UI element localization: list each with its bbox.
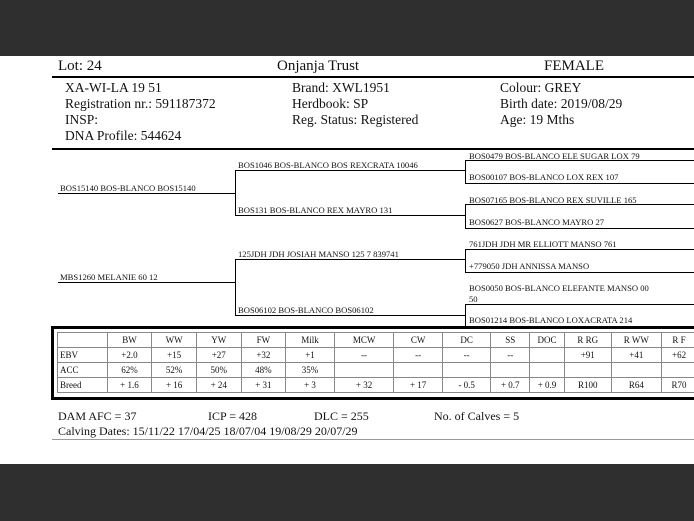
dna-profile: DNA Profile: 544624 (65, 128, 182, 143)
ebv-header-cell: FW (241, 333, 286, 348)
ebv-value-cell: -- (394, 348, 443, 363)
pedigree-line (465, 249, 466, 272)
ebv-value-cell: +27 (196, 348, 241, 363)
pedigree-line (465, 272, 694, 273)
pedigree-line (465, 183, 694, 184)
ebv-header-cell: SS (491, 333, 530, 348)
ebv-value-cell (530, 363, 565, 378)
ebv-value-cell: +91 (564, 348, 611, 363)
ebv-table (57, 332, 694, 393)
ebv-value-cell (334, 363, 394, 378)
ebv-value-cell: 35% (286, 363, 335, 378)
ebv-header-cell (58, 333, 108, 348)
ebv-value-cell: +41 (611, 348, 662, 363)
sex-label: FEMALE (544, 58, 604, 74)
ebv-row-acc (58, 363, 694, 378)
ebv-value-cell: + 16 (152, 378, 197, 393)
ebv-value-cell: + 31 (241, 378, 286, 393)
dd-dam-name: BOS01214 BOS-BLANCO LOXACRATA 214 (469, 315, 633, 325)
ebv-value-cell: - 0.5 (442, 378, 491, 393)
pedigree-line (58, 282, 235, 283)
dam-name: MBS1260 MELANIE 60 12 (60, 272, 158, 282)
ebv-value-cell (530, 348, 565, 363)
pedigree-line (465, 228, 694, 229)
ebv-value-cell: -- (442, 348, 491, 363)
owner-name: Onjanja Trust (277, 58, 360, 74)
pedigree-line (235, 259, 465, 260)
ebv-header-row (58, 333, 694, 348)
ebv-header-cell: CW (394, 333, 443, 348)
ebv-value-cell: R64 (611, 378, 662, 393)
ebv-row-ebv (58, 348, 694, 363)
registration-number: Registration nr.: 591187372 (65, 96, 216, 111)
ebv-table-frame (51, 326, 694, 400)
ebv-value-cell (662, 363, 694, 378)
ebv-value-cell: +2.0 (107, 348, 152, 363)
ebv-row-label: Breed (58, 378, 108, 393)
birth-date: Birth date: 2019/08/29 (500, 96, 623, 111)
ebv-value-cell: -- (334, 348, 394, 363)
tattoo: XA-WI-LA 19 51 (65, 80, 162, 95)
brand: Brand: XWL1951 (292, 80, 390, 95)
dam-dam-name: BOS06102 BOS-BLANCO BOS06102 (238, 305, 374, 315)
ebv-row-label: EBV (58, 348, 108, 363)
ebv-header-cell: DC (442, 333, 491, 348)
sd-dam-name: BOS0627 BOS-BLANCO MAYRO 27 (469, 217, 605, 227)
pedigree-line (465, 160, 466, 183)
ebv-value-cell: +32 (241, 348, 286, 363)
ds-sire-name: 761JDH JDH MR ELLIOTT MANSO 761 (469, 239, 617, 249)
registration-status: Reg. Status: Registered (292, 112, 419, 127)
dam-afc: DAM AFC = 37 (58, 409, 137, 423)
dd-sire-name-cont: 50 (469, 294, 478, 304)
ebv-value-cell (564, 363, 611, 378)
ebv-header-cell: Milk (286, 333, 335, 348)
ebv-value-cell: 50% (196, 363, 241, 378)
ebv-value-cell: +1 (286, 348, 335, 363)
ebv-value-cell: R100 (564, 378, 611, 393)
number-of-calves: No. of Calves = 5 (434, 409, 520, 423)
lot-number: Lot: 24 (58, 58, 102, 74)
ebv-value-cell: +15 (152, 348, 197, 363)
ebv-value-cell: 62% (107, 363, 152, 378)
ebv-value-cell: + 0.7 (491, 378, 530, 393)
ebv-value-cell (442, 363, 491, 378)
insp: INSP: (65, 112, 99, 127)
ss-sire-name: BOS0479 BOS-BLANCO ELE SUGAR LOX 79 (469, 151, 640, 161)
ebv-header-cell: BW (107, 333, 152, 348)
dd-sire-name: BOS0050 BOS-BLANCO ELEFANTE MANSO 00 (469, 283, 649, 293)
ebv-value-cell: + 3 (286, 378, 335, 393)
pedigree-line (465, 304, 466, 326)
ebv-value-cell: + 0.9 (530, 378, 565, 393)
icp: ICP = 428 (208, 409, 257, 423)
pedigree-line (465, 304, 694, 305)
ds-dam-name: +779050 JDH ANNISSA MANSO (469, 261, 590, 271)
ss-dam-name: BOS00107 BOS-BLANCO LOX REX 107 (469, 172, 619, 182)
age: Age: 19 Mths (500, 112, 575, 127)
pedigree-line (465, 249, 694, 250)
ebv-header-cell: R F (662, 333, 694, 348)
ebv-value-cell: +62 (662, 348, 694, 363)
sire-name: BOS15140 BOS-BLANCO BOS15140 (60, 183, 196, 193)
dam-sire-name: 125JDH JDH JOSIAH MANSO 125 7 839741 (238, 249, 399, 259)
ebv-header-cell: DOC (530, 333, 565, 348)
ebv-header-cell: R WW (611, 333, 662, 348)
ebv-value-cell: + 24 (196, 378, 241, 393)
ebv-value-cell: R70 (662, 378, 694, 393)
ebv-value-cell (611, 363, 662, 378)
sire-dam-name: BOS131 BOS-BLANCO REX MAYRO 131 (238, 205, 393, 215)
ebv-value-cell (491, 363, 530, 378)
catalogue-page (0, 56, 694, 464)
ebv-value-cell: 52% (152, 363, 197, 378)
ebv-value-cell: + 1.6 (107, 378, 152, 393)
sire-sire-name: BOS1046 BOS-BLANCO BOS REXCRATA 10046 (238, 160, 418, 170)
ebv-header-cell: R RG (564, 333, 611, 348)
dlc: DLC = 255 (314, 409, 369, 423)
calving-dates: Calving Dates: 15/11/22 17/04/25 18/07/04 19/08/29 20/07/29 (58, 424, 358, 438)
header-rule (52, 76, 694, 78)
pedigree-line (235, 170, 465, 171)
ebv-value-cell: + 17 (394, 378, 443, 393)
ebv-value-cell: 48% (241, 363, 286, 378)
footer-rule (52, 439, 694, 440)
pedigree-line (235, 215, 465, 216)
pedigree-line (465, 204, 466, 228)
ebv-value-cell: -- (491, 348, 530, 363)
herdbook: Herdbook: SP (292, 96, 369, 111)
pedigree-line (58, 193, 235, 194)
pedigree-line (235, 170, 236, 215)
ebv-row-label: ACC (58, 363, 108, 378)
ebv-header-cell: YW (196, 333, 241, 348)
pedigree-line (235, 315, 465, 316)
ebv-row-breed (58, 378, 694, 393)
ebv-value-cell (394, 363, 443, 378)
ebv-value-cell: + 32 (334, 378, 394, 393)
pedigree-line (235, 259, 236, 315)
info-rule (52, 148, 694, 150)
sd-sire-name: BOS07165 BOS-BLANCO REX SUVILLE 165 (469, 195, 637, 205)
ebv-header-cell: MCW (334, 333, 394, 348)
colour: Colour: GREY (500, 80, 582, 95)
ebv-header-cell: WW (152, 333, 197, 348)
